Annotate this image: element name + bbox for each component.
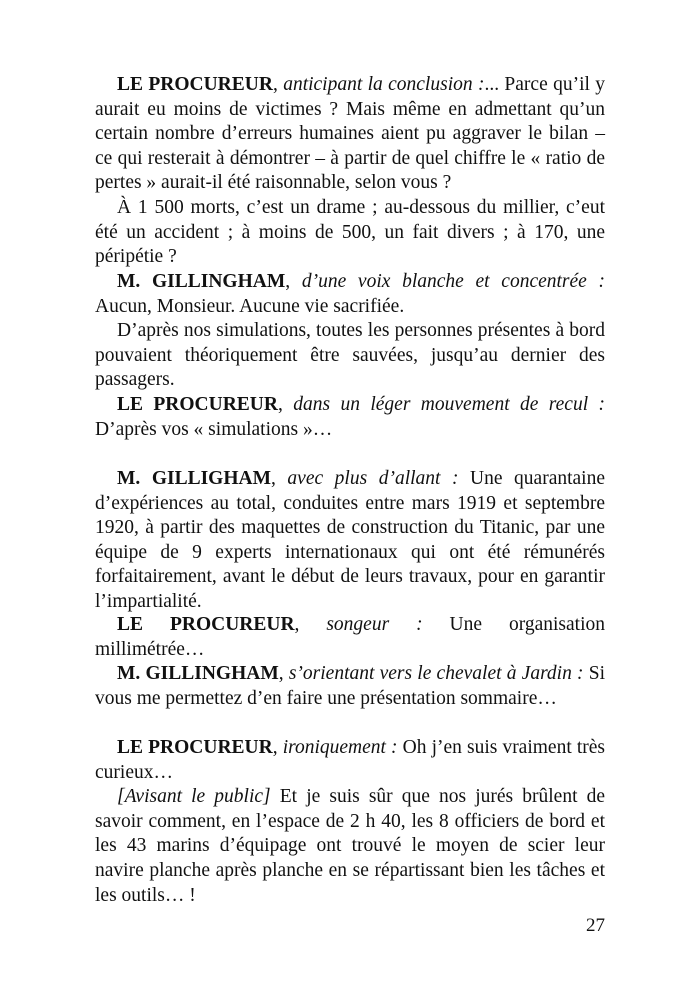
speaker-name: LE PROCUREUR — [117, 74, 273, 95]
dialogue-line — [95, 196, 605, 270]
stage-direction: ironiquement : — [282, 737, 398, 758]
dialogue-block — [95, 73, 605, 270]
dialogue-text: ... Parce qu’il y aurait eu moins de victimes ? Mais même en admettant qu’un certain nombre d’erreurs humaines aient pu aggraver le bilan – ce qui resterait à démontrer – à partir de quel chiffre le « ratio de pertes » aurait-il été raisonnable, selon vous ? — [95, 74, 606, 194]
speaker-name: LE PROCUREUR — [117, 614, 295, 635]
stage-direction: d’une voix blanche et concentrée : — [301, 271, 606, 292]
page-number: 27 — [586, 915, 605, 936]
dialogue-text: Aucun, Monsieur. Aucune vie sacrifiée. — [95, 295, 405, 317]
dialogue-text: À 1 500 morts, c’est un drame ; au-dessous du millier, c’eut été un accident ; à moins de 500, un fait divers ; à 170, une péripétie ? — [95, 196, 605, 268]
dialogue-text: Et je suis sûr que nos jurés brûlent de savoir comment, en l’espace de 2 h 40, les 8 officiers de bord et les 43 marins d’équipage ont trouvé le moyen de scier leur navire planche après planche en se répartissant bien les tâches et les outils… ! — [95, 786, 606, 906]
dialogue-text: Si vous me permettez d’en faire une présentation sommaire… — [95, 663, 606, 709]
speaker-name: M. GILLIGHAM — [117, 468, 271, 489]
speaker-name: LE PROCUREUR — [117, 394, 278, 415]
stage-direction: s’orientant vers le chevalet à Jardin : — [288, 663, 584, 684]
dialogue-line: M. GILLIGHAM, avec plus d’allant : Une quarantaine d’expériences au total, conduites entre mars 1919 et septembre 1920, à partir des maquettes de construction du Titanic, par une équipe de 9 experts internationaux qui ont été rémunérés forfaitairement, avant le début de leurs travaux, pour en garantir l’impartialité. — [95, 468, 606, 612]
dialogue-line: LE PROCUREUR, songeur : Une organisation millimétrée… — [95, 614, 606, 660]
dialogue-block — [95, 736, 605, 908]
speaker-name: M. GILLINGHAM — [117, 271, 286, 292]
dialogue-text: Oh j’en suis vraiment très curieux… — [95, 737, 606, 783]
dialogue-line: LE PROCUREUR, ironiquement : Oh j’en suis vraiment très curieux… — [95, 737, 606, 783]
stage-direction: [Avisant le public] — [117, 786, 271, 808]
dialogue-block — [95, 613, 605, 662]
dialogue-line — [95, 785, 605, 908]
stage-direction: dans un léger mouvement de recul : — [293, 394, 606, 415]
dialogue-text: D’après nos simulations, toutes les personnes présentes à bord pouvaient théoriquement être sauvées, jusqu’au dernier des passagers. — [95, 320, 605, 391]
dialogue-line: M. GILLINGHAM, s’orientant vers le chevalet à Jardin : Si vous me permettez d’en faire une présentation sommaire… — [95, 663, 606, 709]
dialogue-line — [95, 319, 605, 393]
speaker-name: LE PROCUREUR — [117, 737, 273, 758]
dialogue-text: D’après vos « simulations »… — [95, 418, 333, 440]
stage-direction: songeur : — [326, 614, 423, 635]
dialogue-block — [95, 270, 605, 393]
speaker-name: M. GILLINGHAM — [117, 663, 279, 684]
dialogue-line: M. GILLINGHAM, d’une voix blanche et concentrée : Aucun, Monsieur. Aucune vie sacrifiée. — [95, 271, 606, 317]
dialogue-block — [95, 467, 605, 615]
dialogue-line: LE PROCUREUR, dans un léger mouvement de recul : D’après vos « simulations »… — [95, 394, 606, 440]
dialogue-block — [95, 662, 605, 711]
dialogue-block — [95, 393, 605, 442]
dialogue-text: Une quarantaine d’expériences au total, conduites entre mars 1919 et septembre 1920, à partir des maquettes de construction du Titanic, par une équipe de 9 experts internationaux qui ont été rémunérés forfaitairement, avant le début de leurs travaux, pour en garantir l’impartialité. — [95, 468, 606, 612]
dialogue-text: Une organisation millimétrée… — [95, 614, 606, 660]
stage-direction: anticipant la conclusion : — [283, 74, 485, 95]
dialogue-line: LE PROCUREUR, anticipant la conclusion :... Parce qu’il y aurait eu moins de victimes ? Mais même en admettant qu’un certain nombre d’erreurs humaines aient pu aggraver le bilan – ce qui resterait à démontrer – à partir de quel chiffre le « ratio de pertes » aurait-il été raisonnable, selon vous ? — [95, 74, 606, 194]
stage-direction: avec plus d’allant : — [287, 468, 459, 489]
